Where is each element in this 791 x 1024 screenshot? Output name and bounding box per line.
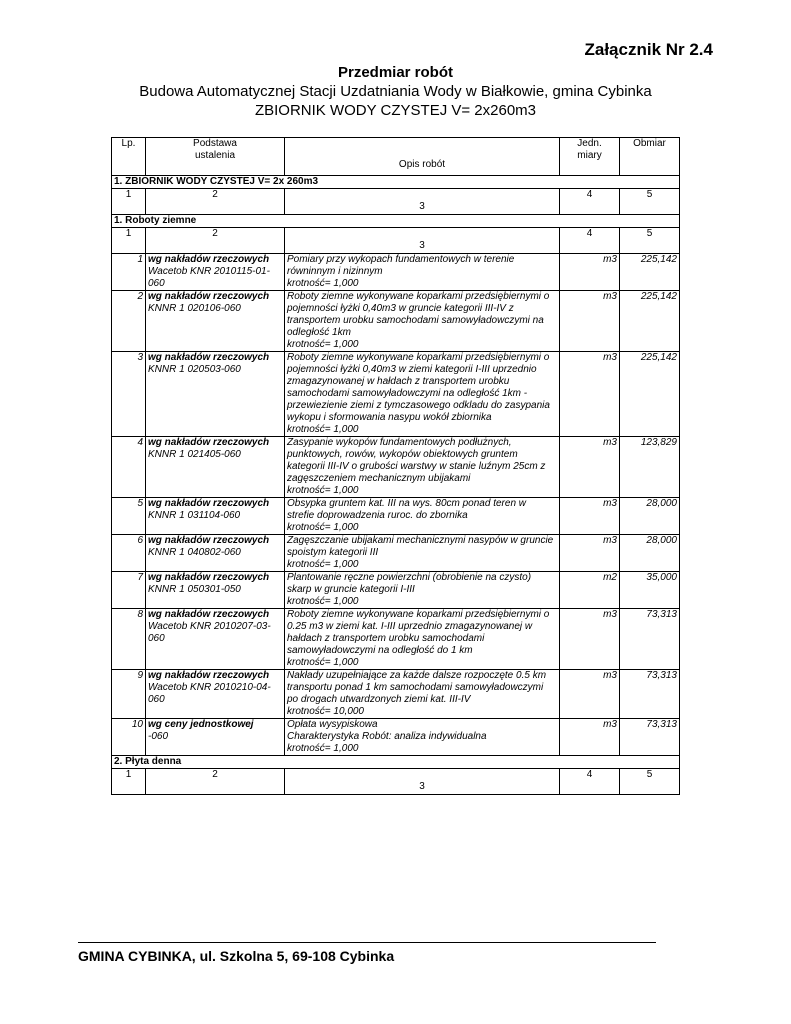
column-index-row [112,189,680,215]
item-quantity: 28,000 [620,535,680,572]
item-description-line: pojemności łyżki 0,40m3 w gruncie kategorii III-IV z [287,303,514,314]
bill-of-quantities-table [111,137,680,795]
index-cell: 5 [620,189,680,215]
item-description-line: Roboty ziemne wykonywane koparkami przedsiębiernymi o [287,291,550,302]
item-number: 2 [112,291,146,352]
item-basis [146,535,285,572]
item-unit: m3 [560,437,620,498]
item-quantity: 123,829 [620,437,680,498]
footer-address: GMINA CYBINKA, ul. Szkolna 5, 69-108 Cybinka [78,948,395,964]
item-description-line: zagęszczeniem mechanicznym ubijakami [287,473,471,484]
item-basis-line: 060 [148,633,165,644]
table-row [112,254,680,291]
item-quantity: 73,313 [620,670,680,719]
header-description: Opis robót [285,138,560,176]
main-section-label: 1. ZBIORNIK WODY CZYSTEJ V= 2x 260m3 [112,176,680,189]
item-description [285,352,560,437]
document-title: Przedmiar robót [337,64,454,81]
item-quantity: 73,313 [620,719,680,756]
item-quantity: 225,142 [620,291,680,352]
index-cell: 5 [620,228,680,254]
item-basis-line: wg nakładów rzeczowych [148,535,270,546]
index-cell: 4 [560,189,620,215]
item-description-line: Obsypka gruntem kat. III na wys. 80cm ponad teren w [287,498,527,509]
item-description [285,719,560,756]
item-unit: m3 [560,609,620,670]
item-basis-line: wg ceny jednostkowej [148,719,254,730]
item-description [285,254,560,291]
item-description-line: 0.25 m3 w ziemi kat. I-III uprzednio zmagazynowanej w [287,621,533,632]
item-description-line: przewiezienie ziemi z tymczasowego odkladu do zasypania [287,400,550,411]
table-row [112,437,680,498]
header-quantity: Obmiar [620,138,680,176]
item-unit: m3 [560,670,620,719]
item-basis [146,352,285,437]
item-description-line: Zagęszczanie ubijakami mechanicznymi nasypów w gruncie [287,535,554,546]
header-unit-line1: Jedn. [577,138,602,149]
item-description-line: hałdach z transportem urobku samochodami [287,633,485,644]
item-basis [146,670,285,719]
item-description-line: Opłata wysypiskowa [287,719,378,730]
item-basis [146,291,285,352]
header-basis-line2: ustalenia [194,150,236,161]
item-unit: m3 [560,254,620,291]
item-basis [146,572,285,609]
column-index-row [112,228,680,254]
item-basis [146,719,285,756]
item-basis-line: Wacetob KNR 2010210-04- [148,682,271,693]
item-basis-line: KNNR 1 021405-060 [148,449,241,460]
item-description-line: strefie doprowadzenia ruroc. do zbornika [287,510,468,521]
item-number: 3 [112,352,146,437]
item-description-line: Plantowanie ręczne powierzchni (obrobienie na czysto) [287,572,532,583]
item-description-line: krotność= 10,000 [287,706,364,717]
item-description-line: skarp w gruncie kategorii I-III [287,584,415,595]
index-cell: 4 [560,228,620,254]
item-unit: m3 [560,498,620,535]
item-description-line: Zasypanie wykopów fundamentowych podłużnych, [287,437,512,448]
item-basis [146,498,285,535]
item-basis [146,609,285,670]
item-description-line: krotność= 1,000 [287,596,359,607]
item-basis-line: wg nakładów rzeczowych [148,670,270,681]
item-basis-line: KNNR 1 040802-060 [148,547,241,558]
table-row [112,572,680,609]
header-basis-line1: Podstawa [193,138,237,149]
item-description-line: krotność= 1,000 [287,339,359,350]
item-description-line: krotność= 1,000 [287,657,359,668]
item-description-line: spoistym kategorii III [287,547,379,558]
index-cell: 1 [112,769,146,795]
item-description-line: samochodami samowyładowczymi na odległość 1km - [287,388,528,399]
index-cell: 2 [146,228,285,254]
item-description-line: Roboty ziemne wykonywane koparkami przedsiębiernymi o [287,609,550,620]
item-description [285,572,560,609]
item-description-line: Pomiary przy wykopach fundamentowych w terenie [287,254,515,265]
index-cell: 5 [620,769,680,795]
item-description-line: zmagazynowanej w hałdach z transportem urobku [287,376,510,387]
item-description [285,535,560,572]
item-description [285,291,560,352]
item-unit: m2 [560,572,620,609]
index-cell: 3 [285,769,560,795]
table-row [112,498,680,535]
item-quantity: 28,000 [620,498,680,535]
item-basis-line: wg nakładów rzeczowych [148,572,270,583]
index-cell: 4 [560,769,620,795]
item-quantity: 225,142 [620,352,680,437]
table-row [112,352,680,437]
section-row [112,756,680,769]
table-row [112,535,680,572]
item-description-line: krotność= 1,000 [287,522,359,533]
column-index-row [112,769,680,795]
table-row [112,670,680,719]
item-description-line: wykopu i sformowania nasypu wokół zbiornika [287,412,492,423]
item-description-line: punktowych, rowów, wykopów obiektowych gruntem [287,449,518,460]
section-label: 1. Roboty ziemne [112,215,680,228]
annex-label: Załącznik Nr 2.4 [584,40,713,59]
index-cell: 3 [285,228,560,254]
item-basis-line: Wacetob KNR 2010207-03- [148,621,271,632]
item-description [285,498,560,535]
footer-divider [78,942,656,943]
item-unit: m3 [560,719,620,756]
item-basis-line: KNNR 1 020106-060 [148,303,241,314]
item-basis-line: wg nakładów rzeczowych [148,609,270,620]
header-basis [146,138,285,176]
item-basis-line: wg nakładów rzeczowych [148,291,270,302]
item-description-line: samowyładowczymi na odległość do 1 km [287,645,473,656]
item-number: 7 [112,572,146,609]
item-description-line: równinnym i nizinnym [287,266,383,277]
document-subtitle-project: Budowa Automatycznej Stacji Uzdatniania Wody w Białkowie, gmina Cybinka [139,83,652,100]
index-cell: 1 [112,228,146,254]
item-unit: m3 [560,352,620,437]
item-number: 8 [112,609,146,670]
header-unit-line2: miary [577,150,602,161]
item-description-line: Charakterystyka Robót: analiza indywidualna [287,731,487,742]
item-description-line: po drogach utwardzonych ziemi kat. III-IV [287,694,471,705]
item-quantity: 225,142 [620,254,680,291]
item-number: 10 [112,719,146,756]
section-row [112,215,680,228]
table-row [112,609,680,670]
item-basis-line: wg nakładów rzeczowych [148,352,270,363]
item-description-line: Roboty ziemne wykonywane koparkami przedsiębiernymi o [287,352,550,363]
item-basis-line: -060 [148,731,169,742]
item-basis-line: wg nakładów rzeczowych [148,498,270,509]
item-description [285,437,560,498]
item-description-line: odległość 1km [287,327,351,338]
item-unit: m3 [560,535,620,572]
item-description-line: kategorii III-IV o grubości warstwy w stanie luźnym 25cm z [287,461,546,472]
item-basis [146,254,285,291]
item-basis-line: KNNR 1 031104-060 [148,510,241,521]
item-basis-line: wg nakładów rzeczowych [148,437,270,448]
item-number: 1 [112,254,146,291]
index-cell: 3 [285,189,560,215]
main-section-row [112,176,680,189]
item-number: 6 [112,535,146,572]
table-row [112,291,680,352]
item-description [285,670,560,719]
item-description-line: krotność= 1,000 [287,278,359,289]
item-basis [146,437,285,498]
item-unit: m3 [560,291,620,352]
item-basis-line: KNNR 1 020503-060 [148,364,241,375]
index-cell: 2 [146,769,285,795]
item-number: 4 [112,437,146,498]
item-description-line: krotność= 1,000 [287,559,359,570]
item-description-line: krotność= 1,000 [287,743,359,754]
item-description-line: transportem urobku samochodami samowyładowczymi na [287,315,544,326]
table-row [112,719,680,756]
header-unit [560,138,620,176]
item-description-line: pojemności łyżki 0,40m3 w ziemi kategorii I-III uprzednio [287,364,537,375]
item-number: 5 [112,498,146,535]
document-subtitle-object: ZBIORNIK WODY CZYSTEJ V= 2x260m3 [254,102,537,119]
item-description [285,609,560,670]
table-header-row [112,138,680,176]
index-cell: 1 [112,189,146,215]
item-basis-line: wg nakładów rzeczowych [148,254,270,265]
item-number: 9 [112,670,146,719]
item-quantity: 35,000 [620,572,680,609]
item-basis-line: 060 [148,694,165,705]
item-description-line: krotność= 1,000 [287,485,359,496]
header-lp: Lp. [112,138,146,176]
item-basis-line: KNNR 1 050301-050 [148,584,241,595]
index-cell: 2 [146,189,285,215]
section-label: 2. Płyta denna [112,756,680,769]
item-basis-line: Wacetob KNR 2010115-01- [148,266,270,277]
item-description-line: transportu ponad 1 km samochodami samowyładowczymi [287,682,544,693]
item-quantity: 73,313 [620,609,680,670]
item-basis-line: 060 [148,278,165,289]
item-description-line: krotność= 1,000 [287,424,359,435]
item-description-line: Nakłady uzupełniające za każde dalsze rozpoczęte 0.5 km [287,670,547,681]
